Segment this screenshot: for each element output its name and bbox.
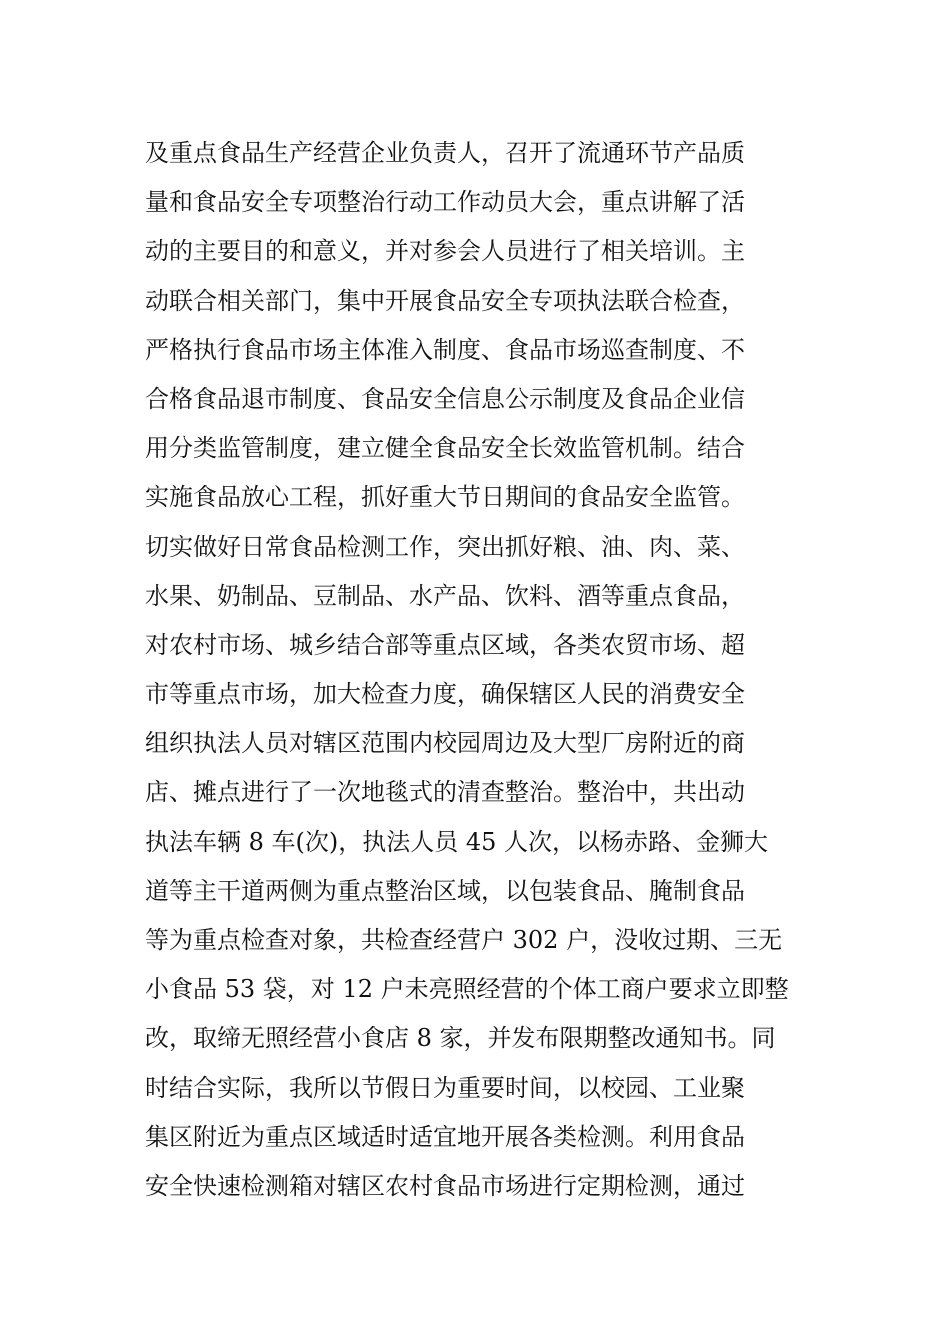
text-line: 严格执行食品市场主体准入制度、食品市场巡查制度、不 [145, 335, 745, 364]
text-line: 道等主干道两侧为重点整治区域，以包装食品、腌制食品 [145, 876, 745, 905]
text-line: 时结合实际，我所以节假日为重要时间，以校园、工业聚 [145, 1073, 745, 1102]
text-line: 安全快速检测箱对辖区农村食品市场进行定期检测，通过 [145, 1171, 745, 1200]
text-line: 集区附近为重点区域适时适宜地开展各类检测。利用食品 [145, 1122, 745, 1151]
text-line: 动的主要目的和意义，并对参会人员进行了相关培训。主 [145, 237, 745, 266]
text-line: 等为重点检查对象，共检查经营户 302 户，没收过期、三无 [145, 926, 783, 954]
text-line: 切实做好日常食品检测工作，突出抓好粮、油、肉、菜、 [145, 532, 745, 561]
text-line: 水果、奶制品、豆制品、水产品、饮料、酒等重点食品， [145, 581, 745, 610]
text-line: 合格食品退市制度、食品安全信息公示制度及食品企业信 [145, 384, 745, 413]
body-text [145, 129, 815, 1211]
text-line: 执法车辆 8 车(次)，执法人员 45 人次，以杨赤路、金狮大 [145, 827, 769, 856]
text-line: 小食品 53 袋，对 12 户未亮照经营的个体工商户要求立即整 [145, 975, 789, 1004]
text-line: 对农村市场、城乡结合部等重点区域，各类农贸市场、超 [145, 630, 745, 659]
text-line: 实施食品放心工程，抓好重大节日期间的食品安全监管。 [145, 483, 745, 512]
text-line: 组织执法人员对辖区范围内校园周边及大型厂房附近的商 [145, 729, 745, 758]
text-line: 市等重点市场，加大检查力度，确保辖区人民的消费安全 [145, 680, 745, 709]
text-line: 及重点食品生产经营企业负责人，召开了流通环节产品质 [145, 139, 745, 167]
text-line: 量和食品安全专项整治行动工作动员大会，重点讲解了活 [145, 188, 745, 217]
text-line: 店、摊点进行了一次地毯式的清查整治。整治中，共出动 [145, 778, 745, 807]
text-line: 改，取缔无照经营小食店 8 家，并发布限期整改通知书。同 [145, 1024, 776, 1053]
text-line: 动联合相关部门，集中开展食品安全专项执法联合检查， [145, 286, 745, 315]
text-line: 用分类监管制度，建立健全食品安全长效监管机制。结合 [145, 434, 745, 463]
